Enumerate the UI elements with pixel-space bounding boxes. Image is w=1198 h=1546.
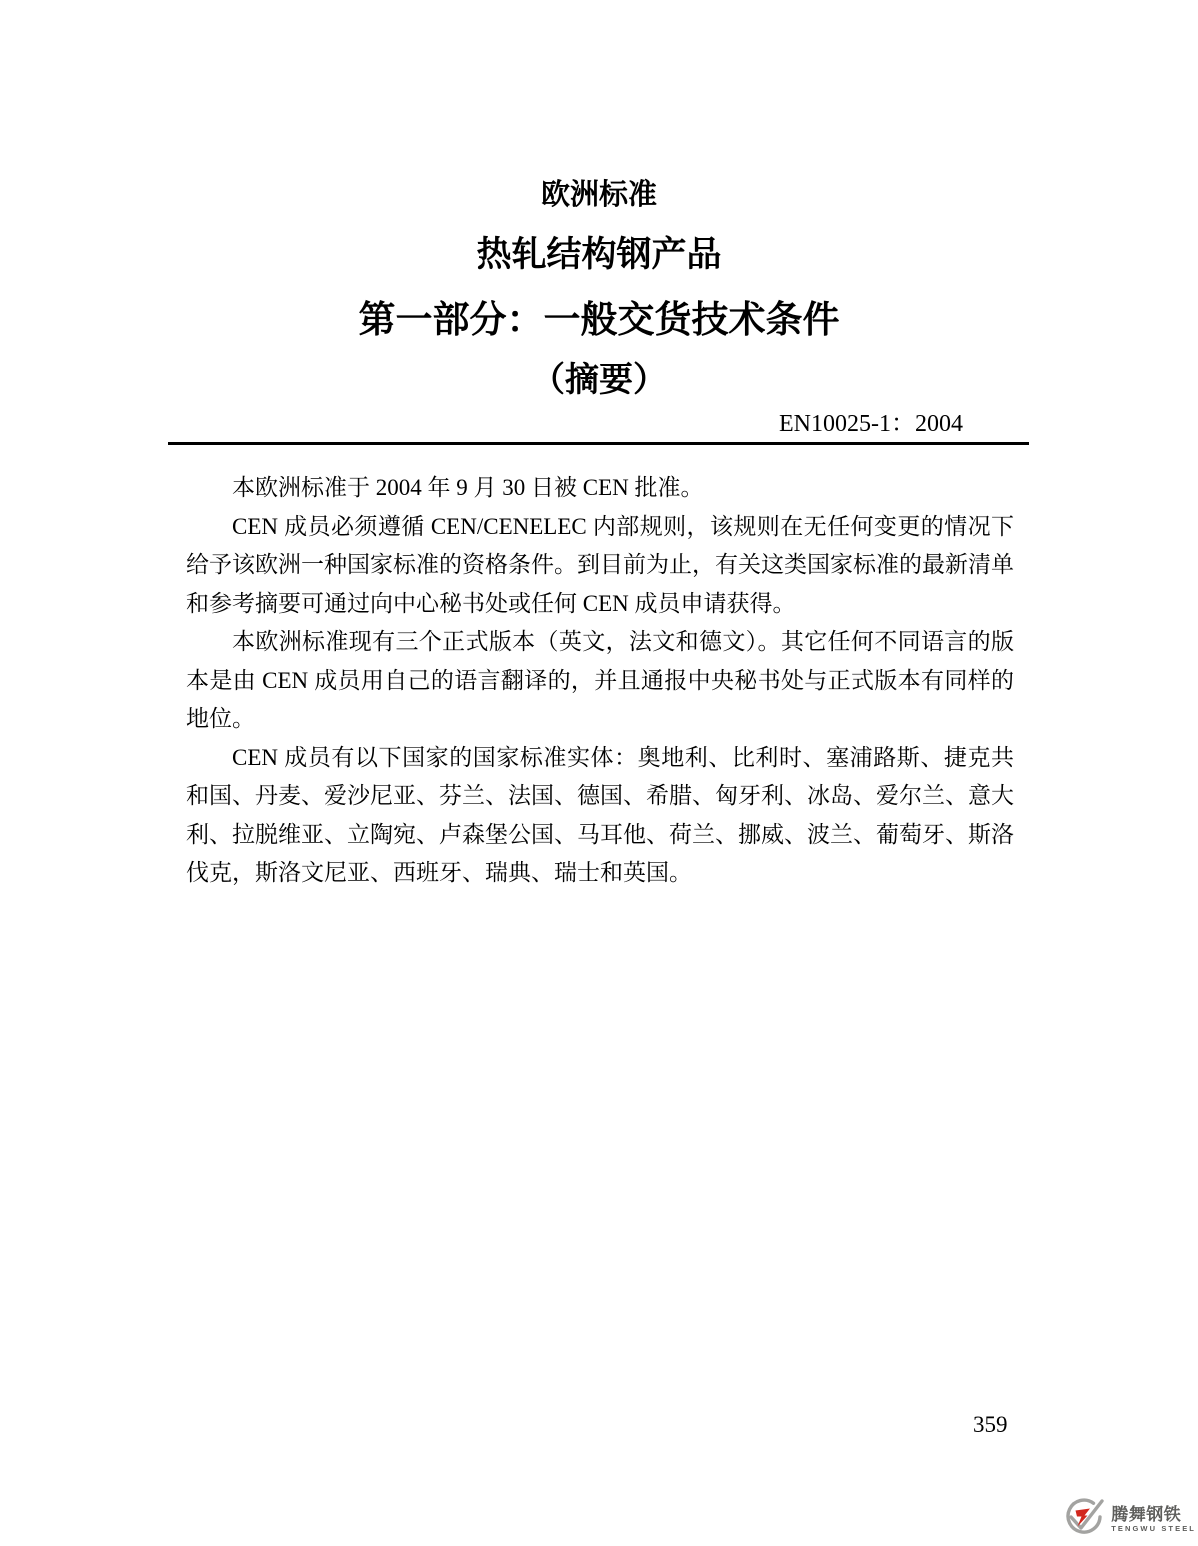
watermark-logo <box>1062 1495 1196 1544</box>
watermark-name-en: TENGWU STEEL <box>1111 1524 1196 1534</box>
standard-code: EN10025-1：2004 <box>779 411 963 437</box>
horizontal-rule <box>168 442 1029 445</box>
body-text <box>186 469 1014 893</box>
title-part: 第一部分：一般交货技术条件 <box>358 299 840 340</box>
paragraph-official-versions: 本欧洲标准现有三个正式版本（英文，法文和德文）。其它任何不同语言的版本是由 CEN 成员用自己的语言翻译的，并且通报中央秘书处与正式版本有同样的地位。 <box>186 629 1014 731</box>
watermark-name-cn: 腾舞钢铁 <box>1111 1504 1182 1524</box>
title-standard-org: 欧洲标准 <box>540 179 657 211</box>
paragraph-cen-rules: CEN 成员必须遵循 CEN/CENELEC 内部规则，该规则在无任何变更的情况下给予该欧洲一种国家标准的资格条件。到目前为止，有关这类国家标准的最新清单和参考摘要可通过向中心秘书处或任何 CEN 成员申请获得。 <box>186 513 1014 616</box>
page-number: 359 <box>973 1412 1008 1437</box>
title-abstract: （摘要） <box>531 361 667 399</box>
title-product: 热轧结构钢产品 <box>476 235 722 274</box>
watermark-text <box>1111 1506 1196 1534</box>
tengwu-steel-logo-icon <box>1062 1495 1106 1544</box>
paragraph-approval: 本欧洲标准于 2004 年 9 月 30 日被 CEN 批准。 <box>232 475 704 500</box>
paragraph-member-countries: CEN 成员有以下国家的国家标准实体：奥地利、比利时、塞浦路斯、捷克共和国、丹麦、爱沙尼亚、芬兰、法国、德国、希腊、匈牙利、冰岛、爱尔兰、意大利、拉脱维亚、立陶宛、卢森堡公国、马耳他、荷兰、挪威、波兰、葡萄牙、斯洛伐克，斯洛文尼亚、西班牙、瑞典、瑞士和英国。 <box>186 744 1014 885</box>
